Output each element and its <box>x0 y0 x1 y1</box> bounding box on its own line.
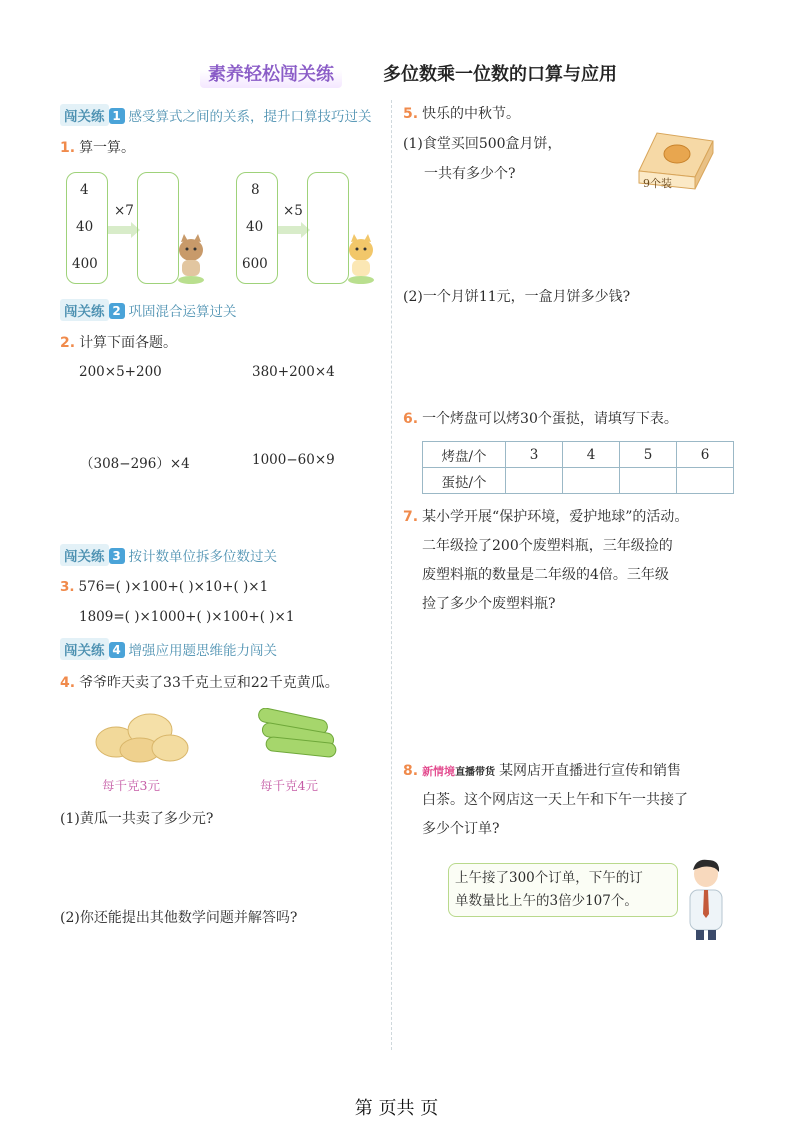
answer-box-right[interactable] <box>307 172 349 284</box>
question-text: 计算下面各题。 <box>79 335 178 351</box>
question-2 <box>60 333 177 353</box>
question-5-sub1: (1)食堂买回500盒月饼， <box>403 136 562 152</box>
question-4 <box>60 673 339 693</box>
value-item: 40 <box>76 219 94 235</box>
section-tag: 闯关练 <box>60 299 109 321</box>
question-7-line: 二年级捡了200个废塑料瓶，三年级捡的 <box>422 538 673 554</box>
question-3-line2: 1809=( )×1000+( )×100+( )×1 <box>79 609 295 625</box>
section-text: 按计数单位拆多位数过关 <box>128 549 277 565</box>
operator-label: ×7 <box>114 203 134 219</box>
table-cell: 4 <box>563 442 620 468</box>
question-line: 576=( )×100+( )×10+( )×1 <box>78 579 269 595</box>
value-item: 8 <box>251 182 260 198</box>
question-number: 8. <box>403 763 419 779</box>
mooncake-box-icon <box>633 127 715 193</box>
question-3 <box>60 577 268 597</box>
row-label: 蛋挞/个 <box>423 468 506 494</box>
answer-cell[interactable] <box>620 468 677 494</box>
question-7-line: 废塑料瓶的数量是二年级的4倍。三年级 <box>422 567 669 583</box>
section-num: 3 <box>109 548 125 564</box>
section-tag: 闯关练 <box>60 104 109 126</box>
expression: 1000−60×9 <box>252 452 335 468</box>
question-text: 快乐的中秋节。 <box>422 106 521 122</box>
question-text: 爷爷昨天卖了33千克土豆和22千克黄瓜。 <box>79 675 339 691</box>
question-7 <box>403 507 688 527</box>
question-8 <box>403 761 681 783</box>
section-num: 4 <box>109 642 125 658</box>
table-row <box>423 468 734 494</box>
section-text: 感受算式之间的关系，提升口算技巧过关 <box>128 109 372 125</box>
question-8-line: 白茶。这个网店这一天上午和下午一共接了 <box>422 792 688 808</box>
column-divider <box>391 100 392 1050</box>
arrow-icon <box>278 226 302 234</box>
row-label: 烤盘/个 <box>423 442 506 468</box>
question-number: 2. <box>60 335 76 351</box>
question-number: 1. <box>60 140 76 156</box>
operator-label: ×5 <box>283 203 303 219</box>
answer-cell[interactable] <box>563 468 620 494</box>
fill-table <box>422 441 734 494</box>
bubble-line: 单数量比上午的3倍少107个。 <box>455 893 638 909</box>
question-text: 算一算。 <box>79 140 136 156</box>
table-cell: 5 <box>620 442 677 468</box>
page-header <box>200 58 680 88</box>
potato-price: 每千克3元 <box>102 778 160 793</box>
question-number: 7. <box>403 509 419 525</box>
box-label: 9个装 <box>643 177 672 190</box>
question-4-sub1: (1)黄瓜一共卖了多少元? <box>60 811 214 827</box>
new-scenario-badge: 新情境 <box>422 765 456 778</box>
section-num: 1 <box>109 108 125 124</box>
question-1 <box>60 138 135 158</box>
value-item: 40 <box>246 219 264 235</box>
section-head-1 <box>60 104 372 126</box>
bubble-line: 上午接了300个订单，下午的订 <box>455 870 643 886</box>
question-7-line: 捡了多少个废塑料瓶? <box>422 596 556 612</box>
value-item: 400 <box>72 256 98 272</box>
page-title: 多位数乘一位数的口算与应用 <box>383 64 617 85</box>
table-row <box>423 442 734 468</box>
section-tag: 闯关练 <box>60 638 109 660</box>
question-5-sub2: (2)一个月饼11元，一盒月饼多少钱? <box>403 289 631 305</box>
arrow-icon <box>108 226 132 234</box>
man-avatar-icon <box>682 858 730 940</box>
section-text: 巩固混合运算过关 <box>128 304 237 320</box>
value-item: 600 <box>242 256 268 272</box>
question-number: 6. <box>403 411 419 427</box>
cucumber-price: 每千克4元 <box>260 778 318 793</box>
question-line: 某小学开展“保护环境，爱护地球”的活动。 <box>422 509 689 525</box>
page-footer: 第 页共 页 <box>354 1098 439 1119</box>
section-head-2 <box>60 299 237 321</box>
question-8-line: 多少个订单? <box>422 821 500 837</box>
question-number: 3. <box>60 579 75 595</box>
question-6 <box>403 409 678 429</box>
question-5 <box>403 104 520 124</box>
question-number: 4. <box>60 675 76 691</box>
table-cell: 6 <box>677 442 734 468</box>
answer-cell[interactable] <box>677 468 734 494</box>
answer-cell[interactable] <box>506 468 563 494</box>
section-text: 增强应用题思维能力闯关 <box>128 643 277 659</box>
answer-box-left[interactable] <box>137 172 179 284</box>
table-cell: 3 <box>506 442 563 468</box>
kitten-icon <box>175 232 207 284</box>
live-sales-badge: 直播带货 <box>455 767 496 778</box>
expression: （308−296）×4 <box>80 456 190 472</box>
section-tag: 闯关练 <box>60 544 109 566</box>
question-text: 一个烤盘可以烤30个蛋挞，请填写下表。 <box>422 411 678 427</box>
value-item: 4 <box>80 182 89 198</box>
question-number: 5. <box>403 106 419 122</box>
section-head-3 <box>60 544 277 566</box>
question-4-sub2: (2)你还能提出其他数学问题并解答吗? <box>60 910 298 926</box>
potato-icon <box>94 708 190 764</box>
question-5-sub1-line2: 一共有多少个? <box>424 166 516 182</box>
expression: 200×5+200 <box>79 364 162 380</box>
section-head-4 <box>60 638 277 660</box>
question-line: 某网店开直播进行宣传和销售 <box>499 763 682 779</box>
expression: 380+200×4 <box>252 364 335 380</box>
kitten-icon <box>345 232 377 284</box>
cucumber-icon <box>252 708 344 760</box>
section-num: 2 <box>109 303 125 319</box>
header-tag: 素养轻松闯关练 <box>200 58 342 88</box>
